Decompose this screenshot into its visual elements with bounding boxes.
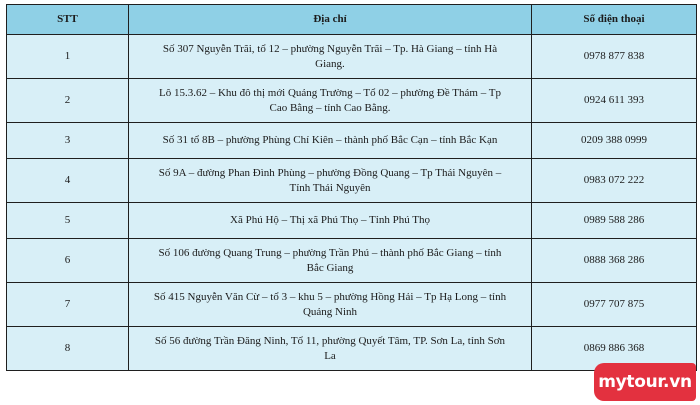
address-cell xyxy=(129,35,532,79)
row-number: 1 xyxy=(7,35,129,79)
address-line: Xã Phú Hộ – Thị xã Phú Thọ – Tỉnh Phú Thọ xyxy=(230,214,430,226)
phone-number: 0989 588 286 xyxy=(532,203,697,239)
address-cell xyxy=(129,123,532,159)
phone-number: 0983 072 222 xyxy=(532,159,697,203)
phone-number: 0924 611 393 xyxy=(532,79,697,123)
address-line: Bắc Giang xyxy=(306,261,354,274)
address-line: Lô 15.3.62 – Khu đô thị mới Quảng Trường – Tổ 02 – phường Đề Thám – Tp xyxy=(159,86,501,99)
column-header-address: Địa chỉ xyxy=(129,5,532,35)
row-number: 2 xyxy=(7,79,129,123)
address-cell xyxy=(129,203,532,239)
phone-number: 0888 368 286 xyxy=(532,239,697,283)
address-line: Tỉnh Thái Nguyên xyxy=(289,181,371,194)
phone-number: 0978 877 838 xyxy=(532,35,697,79)
address-line: Số 31 tổ 8B – phường Phùng Chí Kiên – thành phố Bắc Cạn – tỉnh Bắc Kạn xyxy=(162,134,498,146)
table-row xyxy=(7,203,697,239)
address-cell xyxy=(129,159,532,203)
table-row xyxy=(7,327,697,371)
address-cell xyxy=(129,283,532,327)
phone-number: 0869 886 368 xyxy=(532,327,697,371)
address-line: Quảng Ninh xyxy=(302,305,358,318)
address-line: La xyxy=(324,349,336,362)
row-number: 8 xyxy=(7,327,129,371)
row-number: 7 xyxy=(7,283,129,327)
address-line: Giang. xyxy=(315,57,345,70)
row-number: 5 xyxy=(7,203,129,239)
table-header-row xyxy=(7,5,697,35)
address-cell xyxy=(129,79,532,123)
column-header-phone: Số điện thoại xyxy=(532,5,697,35)
row-number: 3 xyxy=(7,123,129,159)
table-row xyxy=(7,35,697,79)
row-number: 6 xyxy=(7,239,129,283)
table-row xyxy=(7,239,697,283)
table-row xyxy=(7,283,697,327)
table-row xyxy=(7,79,697,123)
logo-text: mytour.vn xyxy=(598,372,692,392)
address-table xyxy=(6,4,697,371)
address-cell xyxy=(129,327,532,371)
row-number: 4 xyxy=(7,159,129,203)
phone-number: 0209 388 0999 xyxy=(532,123,697,159)
phone-number: 0977 707 875 xyxy=(532,283,697,327)
address-line: Số 56 đường Trần Đăng Ninh, Tổ 11, phường Quyết Tâm, TP. Sơn La, tỉnh Sơn xyxy=(154,334,506,347)
table-row xyxy=(7,123,697,159)
column-header-stt: STT xyxy=(7,5,129,35)
address-line: Số 415 Nguyễn Văn Cừ – tổ 3 – khu 5 – phường Hồng Hải – Tp Hạ Long – tỉnh xyxy=(153,290,507,303)
mytour-logo xyxy=(594,363,696,401)
address-line: Cao Bằng – tỉnh Cao Bằng. xyxy=(269,101,391,114)
table-row xyxy=(7,159,697,203)
address-line: Số 307 Nguyễn Trãi, tổ 12 – phường Nguyễn Trãi – Tp. Hà Giang – tỉnh Hà xyxy=(162,42,498,55)
address-cell xyxy=(129,239,532,283)
address-line: Số 106 đường Quang Trung – phường Trần Phú – thành phố Bắc Giang – tỉnh xyxy=(158,246,502,259)
address-line: Số 9A – đường Phan Đình Phùng – phường Đồng Quang – Tp Thái Nguyên – xyxy=(158,166,502,179)
